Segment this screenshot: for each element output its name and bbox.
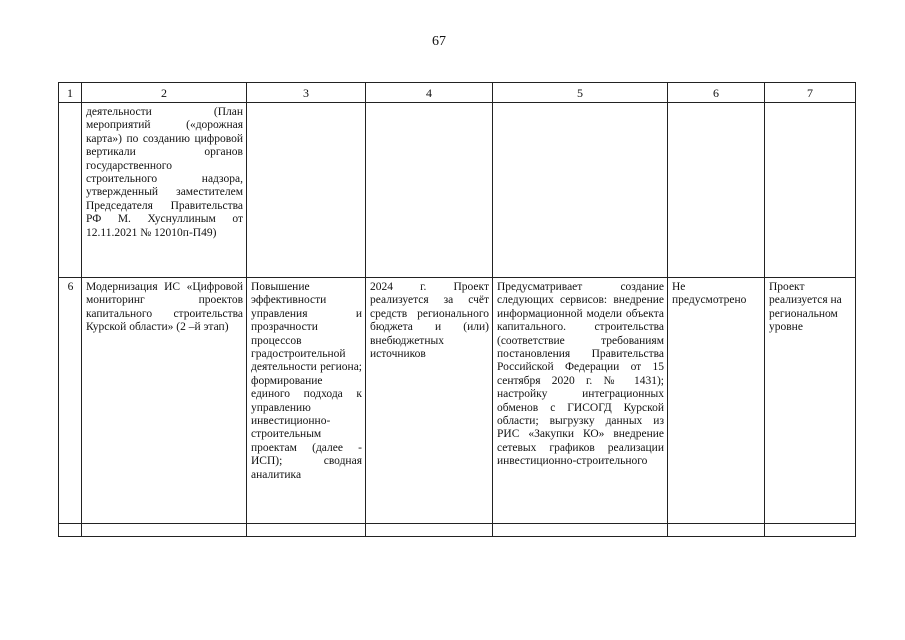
table-header-row	[59, 83, 856, 103]
project-name-cell: Модернизация ИС «Цифровой мониторинг проектов капитального строительства Курской области» (2 –й этап)	[82, 278, 247, 524]
table-cell: Проект реализуется на региональном уровне	[765, 278, 856, 524]
header-cell: 2	[82, 83, 247, 103]
table-cell: деятельности (План мероприятий («дорожная карта») по созданию цифровой вертикали органов государственного строительного надзора, утвержденный заместителем Председателя Правительства РФ М. Хуснуллиным от 12.11.2021 № 12010п-П49)	[82, 103, 247, 278]
table-cell: Не предусмотрено	[668, 278, 765, 524]
table-cell	[247, 524, 366, 537]
table-row-empty	[59, 524, 856, 537]
table-row-continuation	[59, 103, 856, 278]
page-number: 67	[432, 34, 446, 49]
document-table	[58, 82, 856, 537]
header-cell: 4	[366, 83, 493, 103]
table-cell	[668, 103, 765, 278]
header-cell: 5	[493, 83, 668, 103]
table-cell	[59, 103, 82, 278]
table-cell	[247, 103, 366, 278]
table-cell	[59, 524, 82, 537]
term-funding-cell: 2024 г. Проект реализуется за счёт средств регионального бюджета и (или) внебюджетных источников	[366, 278, 493, 524]
header-cell: 7	[765, 83, 856, 103]
table-cell	[765, 524, 856, 537]
project-goals-cell: Повышение эффективности управления и прозрачности процессов градостроительной деятельности региона; формирование единого подхода к управлению инвестиционно-строительным проектам (далее - ИСП); сводная аналитика	[247, 278, 366, 524]
header-cell: 6	[668, 83, 765, 103]
table-row	[59, 278, 856, 524]
table-cell	[765, 103, 856, 278]
table-cell	[82, 524, 247, 537]
header-cell: 3	[247, 83, 366, 103]
table-cell	[366, 103, 493, 278]
table-cell	[366, 524, 493, 537]
table-cell	[493, 103, 668, 278]
header-cell: 1	[59, 83, 82, 103]
table-cell	[493, 524, 668, 537]
table-cell	[668, 524, 765, 537]
description-cell: Предусматривает создание следующих сервисов: внедрение информационной модели объекта капитального. строительства (соответствие требованиям постановления Правительства Российской Федерации от 15 сентября 2020 г. № 1431); настройку интеграционных обменов с ГИСОГД Курской области; выгрузку данных из РИС «Закупки КО» внедрение сетевых графиков реализации инвестиционно-строительного	[493, 278, 668, 524]
row-number-cell: 6	[59, 278, 82, 524]
